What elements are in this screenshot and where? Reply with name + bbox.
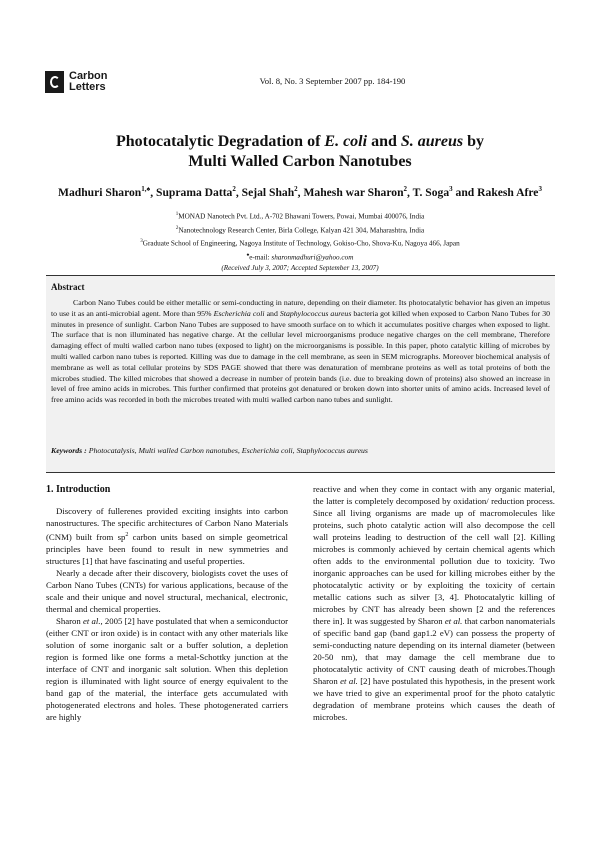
title-text: Photocatalytic Degradation of bbox=[115, 133, 325, 150]
abstract-span: bacteria got killed when exposed to Carbon Nano Tubes for 30 minutes in presence of sunlight. Carbon Nano Tubes are supposed to have smooth surface on to which it accumulates positive charges when exposed to light. The surface that is non illuminated has negative charge. At the cellular level microorganisms produce negative charges on the cell membrane, Therefore damaging effect of multi walled carbon nano tubes (exposed to light) on the microorganisms is possible. In this paper, photo catalytic killing of microbes by multi walled carbon nano tubes is reported. Killing was due to damage in the cell membrane, as seen in SEM micrographs. Moreover biochemical analysis of membrane as well as total cellular proteins by SDS PAGE showed that there was denaturation of membrane proteins as well as total proteins of both the microbes studied. The killed microbes that showed a decrease in number of protein bands (i.e. due to breaking down of proteins) also showed an increase in level of free amino acids in microbes. This further confirmed that proteins got denatured or broken down into shorter units of amino acids. Increased level of free amino acids was recorded in both the microbes treated with multi walled carbon nano tubes and sunlight. bbox=[51, 308, 550, 405]
abstract-species: Escherichia coli bbox=[213, 308, 265, 318]
affiliation-1 bbox=[40, 209, 560, 223]
right-column bbox=[313, 484, 555, 724]
et-al: et al. bbox=[83, 615, 101, 626]
author-affil-mark: 3 bbox=[449, 185, 453, 193]
affil-text: Graduate School of Engineering, Nagoya Institute of Technology, Gokiso-Cho, Shova-Ku, Nagoya 466, Japan bbox=[142, 239, 460, 248]
text: Discovery of fullerenes provided exciting insights into carbon nanostructures. The specific architectures of Carbon Nano Materials (CNM) built from sp bbox=[46, 506, 288, 542]
affil-mark: 3 bbox=[140, 239, 143, 245]
et-al: et al. bbox=[340, 675, 358, 686]
section-heading: 1. Introduction bbox=[46, 484, 111, 495]
paper-title bbox=[40, 132, 560, 172]
text: Sharon bbox=[56, 615, 83, 626]
author-affil-mark: 2 bbox=[232, 185, 236, 193]
running-head bbox=[0, 76, 600, 86]
corresponding-email bbox=[40, 250, 560, 264]
author: Suprama Datta bbox=[156, 185, 233, 199]
keywords-label: Keywords : bbox=[51, 446, 89, 455]
paragraph bbox=[46, 616, 288, 724]
abstract-span: Carbon Nano Tubes could be either metallic or semi-conducting in nature, depending on their diameter. Its photocatalytic behavior has given an impetus to use it as an anti-microbial agent. More than 95% bbox=[51, 298, 550, 318]
received-text: (Received July 3, 2007; Accepted September 13, 2007) bbox=[221, 264, 379, 273]
email-label: e-mail: bbox=[249, 253, 272, 262]
author-affil-mark: 2 bbox=[403, 185, 408, 193]
logo-line-1: Carbon bbox=[69, 70, 108, 82]
paragraph: Nearly a decade after their discovery, biologists covet the uses of Carbon Nano Tubes (CNTs) for various applications, because of the scale and their unique and novel structural, mechanical, electronic, thermal and chemical properties. bbox=[46, 567, 288, 614]
paragraph bbox=[313, 484, 555, 724]
email-address[interactable]: sharonmadhuri@yahoo.com bbox=[271, 253, 354, 262]
abstract-span: and bbox=[264, 308, 280, 318]
title-text: and bbox=[367, 133, 401, 150]
paragraph bbox=[46, 506, 288, 568]
title-line-2: Multi Walled Carbon Nanotubes bbox=[188, 153, 412, 170]
affil-mark: 2 bbox=[175, 225, 179, 231]
text: reactive and when they come in contact with any organic material, the latter is completely decomposed by oxidation/ reduction process. Since all living organisms are made up of macromolecules like proteins, such photo catalytic action will also decompose the cell wall proteins leading to destruction of the cell wall [2]. Killing microbes is commonly achieved by certain chemical agents which often adds to the environmental pollution due to toxicity. Two inorganic approaches can be used for killing microbes either by the photocatalytic activity or by exploiting the toxicity of certain metallic cations such as silver [3, 4]. Photocatalytic killing of microbes by CNT has already been shown [2 and the references there in]. It was suggested by Sharon bbox=[313, 484, 555, 626]
author: Mahesh war Sharon bbox=[303, 185, 404, 199]
text: [2] have postulated this hypothesis, in the present work we have tried to give an experimental proof for the photo catalytic degradation of membrane proteins which causes the death of microbes. bbox=[313, 675, 555, 722]
abstract-heading: Abstract bbox=[51, 282, 85, 292]
title-line-1 bbox=[40, 132, 560, 152]
et-al: et al. bbox=[444, 615, 463, 626]
affiliation-3 bbox=[40, 236, 560, 250]
title-text: by bbox=[463, 133, 485, 150]
author-affil-mark: 2 bbox=[294, 185, 298, 193]
title-species-1: E. coli bbox=[324, 133, 368, 150]
affil-text: MONAD Nanotech Pvt. Ltd., A-702 Bhawani Towers, Powai, Mumbai 400076, India bbox=[178, 212, 425, 221]
superscript: 2 bbox=[125, 531, 129, 538]
text: that carbon nanomaterials of specific band gap (band gap1.2 eV) can possess the property of semi-conducting nature depending on its internal diameter (between 20-50 nm), that may damage the cell membrane due to photocatalytic activity of CNT causing death of microbes.Though Sharon bbox=[313, 615, 555, 686]
author-affil-mark: 3 bbox=[538, 185, 542, 193]
affil-mark: 1 bbox=[175, 212, 179, 217]
affiliations bbox=[40, 209, 560, 275]
affiliation-2 bbox=[40, 223, 560, 237]
author: Rakesh Afre bbox=[477, 185, 539, 199]
logo-line-2: Letters bbox=[69, 81, 106, 93]
abstract-species: Staphylococcus aureus bbox=[279, 308, 352, 318]
abstract-text bbox=[51, 298, 550, 406]
affil-text: Nanotechnology Research Center, Birla College, Kalyan 421 304, Maharashtra, India bbox=[178, 225, 425, 234]
keywords-text: Photocatalysis, Multi walled Carbon nanotubes, Escherichia coli, Staphylococcus aureus bbox=[88, 446, 368, 455]
author: T. Soga bbox=[412, 185, 450, 199]
spade-icon: ♠ bbox=[246, 252, 250, 258]
text: , 2005 [2] have postulated that when a semiconductor (either CNT or iron oxide) is in contact with any other materials like solution of some inorganic salt or a buffer solution, a depletion region is formed like one forms a metal-Schottky junction at the interface of CNT and inorganic salt solution. When this depletion region is illuminated with light source of energy equivalent to the band gap of the material, the interface gets accumulated with photogenerated electrons and holes. These photogenerated carriers are highly bbox=[46, 615, 288, 722]
title-species-2: S. aureus bbox=[400, 133, 464, 150]
author: Sejal Shah bbox=[241, 185, 295, 199]
text: carbon units based on simple geometrical principles have been found to result in new symmetries and structures [1] that have fascinating and useful properties. bbox=[46, 531, 288, 566]
author-affil-mark: 1,♠ bbox=[141, 185, 151, 193]
author-list: Madhuri Sharon$^{1,♠}$, Suprama Datta$^2$, Sejal Shah$^2$, Mahesh war Sharon$^2$, T. Soga$^3$ and Rakesh Afre$^3$ bbox=[58, 185, 542, 199]
volume-info: Vol. 8, No. 3 September 2007 pp. 184-190 bbox=[259, 76, 406, 86]
left-column bbox=[46, 484, 288, 724]
keywords bbox=[51, 446, 550, 455]
received-dates bbox=[40, 263, 560, 274]
author: Madhuri Sharon bbox=[58, 185, 142, 199]
